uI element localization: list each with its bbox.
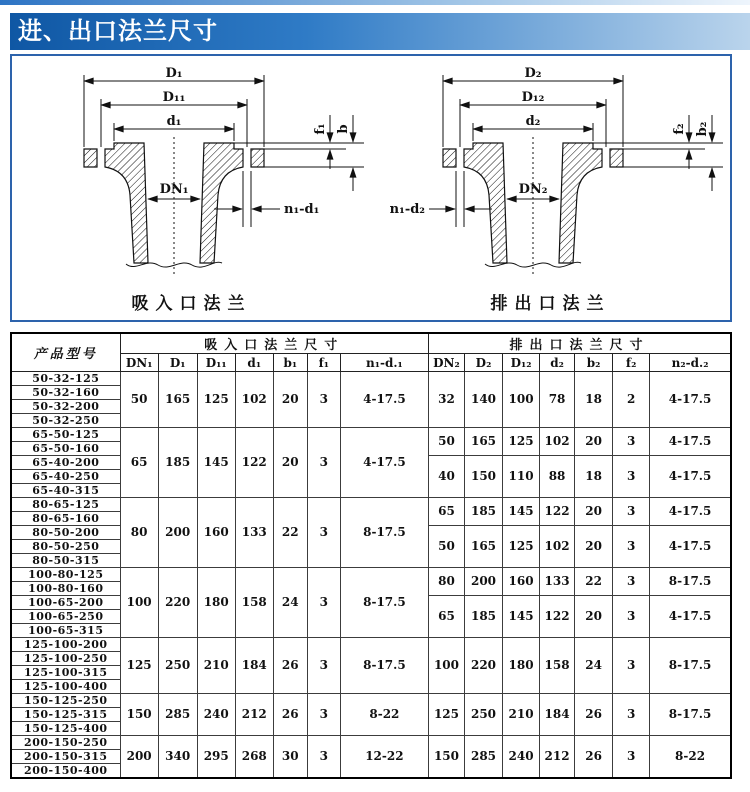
col-header-d2-low: d₂ xyxy=(540,354,575,372)
model-cell: 100-65-250 xyxy=(11,610,120,624)
flange-cross-section xyxy=(443,137,623,277)
model-cell: 65-50-125 xyxy=(11,428,120,442)
col-header-b1: b₁ xyxy=(273,354,307,372)
discharge-value-cell: 50 xyxy=(428,526,464,568)
suction-value-cell: 3 xyxy=(307,372,340,428)
discharge-value-cell: 4-17.5 xyxy=(650,526,731,568)
suction-value-cell: 4-17.5 xyxy=(340,428,428,498)
col-header-d1-cap: D₁ xyxy=(158,354,197,372)
suction-value-cell: 145 xyxy=(197,428,235,498)
suction-value-cell: 12-22 xyxy=(340,736,428,779)
suction-flange-diagram xyxy=(12,60,371,320)
label-f2: f₂ xyxy=(671,123,687,135)
top-accent-strip xyxy=(0,0,750,5)
suction-value-cell: 3 xyxy=(307,638,340,694)
suction-value-cell: 8-22 xyxy=(340,694,428,736)
model-cell: 50-32-125 xyxy=(11,372,120,386)
discharge-value-cell: 158 xyxy=(540,638,575,694)
suction-value-cell: 3 xyxy=(307,736,340,779)
col-header-f2: f₂ xyxy=(613,354,650,372)
dimension-bore xyxy=(507,182,559,199)
table-row xyxy=(11,638,731,652)
discharge-value-cell: 40 xyxy=(428,456,464,498)
suction-value-cell: 220 xyxy=(158,568,197,638)
col-header-product-model: 产品型号 xyxy=(11,333,120,372)
dimension-bolt-holes xyxy=(389,171,491,227)
suction-value-cell: 125 xyxy=(197,372,235,428)
discharge-value-cell: 220 xyxy=(464,638,502,694)
col-header-dn1: DN₁ xyxy=(120,354,158,372)
discharge-value-cell: 145 xyxy=(503,498,540,526)
discharge-value-cell: 80 xyxy=(428,568,464,596)
discharge-value-cell: 20 xyxy=(575,596,613,638)
discharge-value-cell: 3 xyxy=(613,526,650,568)
dimension-face-dia xyxy=(114,114,234,141)
model-cell: 65-40-250 xyxy=(11,470,120,484)
suction-value-cell: 20 xyxy=(273,372,307,428)
discharge-value-cell: 8-17.5 xyxy=(650,638,731,694)
discharge-value-cell: 184 xyxy=(540,694,575,736)
discharge-flange-caption: 排出口法兰 xyxy=(490,294,611,314)
suction-value-cell: 8-17.5 xyxy=(340,498,428,568)
discharge-value-cell: 250 xyxy=(464,694,502,736)
page-title: 进、出口法兰尺寸 xyxy=(18,17,218,45)
discharge-value-cell: 50 xyxy=(428,428,464,456)
col-header-n1-d1: n₁-d.₁ xyxy=(340,354,428,372)
col-header-n2-d2: n₂-d.₂ xyxy=(650,354,731,372)
discharge-value-cell: 3 xyxy=(613,428,650,456)
dimension-thickness xyxy=(336,115,353,191)
table-row xyxy=(11,568,731,582)
discharge-value-cell: 32 xyxy=(428,372,464,428)
model-cell: 125-100-200 xyxy=(11,638,120,652)
discharge-value-cell: 8-17.5 xyxy=(650,568,731,596)
table-row xyxy=(11,694,731,708)
flange-dimensions-table xyxy=(10,332,732,779)
discharge-value-cell: 4-17.5 xyxy=(650,428,731,456)
discharge-value-cell: 3 xyxy=(613,736,650,779)
discharge-value-cell: 185 xyxy=(464,498,502,526)
col-header-dn2: DN₂ xyxy=(428,354,464,372)
table-row xyxy=(11,372,731,386)
col-header-suction-group: 吸入口法兰尺寸 xyxy=(120,333,428,354)
model-cell: 200-150-250 xyxy=(11,736,120,750)
col-header-b2: b₂ xyxy=(575,354,613,372)
suction-value-cell: 295 xyxy=(197,736,235,779)
flange-cross-section xyxy=(84,137,264,277)
discharge-value-cell: 102 xyxy=(540,526,575,568)
discharge-value-cell: 125 xyxy=(503,428,540,456)
suction-value-cell: 340 xyxy=(158,736,197,779)
discharge-flange-diagram xyxy=(371,60,730,320)
discharge-value-cell: 110 xyxy=(503,456,540,498)
model-cell: 150-125-400 xyxy=(11,722,120,736)
label-D2: D₂ xyxy=(524,66,541,81)
suction-value-cell: 200 xyxy=(120,736,158,779)
suction-value-cell: 165 xyxy=(158,372,197,428)
page-title-banner xyxy=(10,13,750,50)
dimension-face-height xyxy=(313,115,330,169)
suction-value-cell: 20 xyxy=(273,428,307,498)
col-header-d2-cap: D₂ xyxy=(464,354,502,372)
suction-value-cell: 133 xyxy=(235,498,273,568)
col-header-d12: D₁₂ xyxy=(503,354,540,372)
model-cell: 150-125-315 xyxy=(11,708,120,722)
suction-value-cell: 3 xyxy=(307,694,340,736)
discharge-value-cell: 185 xyxy=(464,596,502,638)
suction-value-cell: 3 xyxy=(307,428,340,498)
discharge-value-cell: 26 xyxy=(575,736,613,779)
discharge-value-cell: 150 xyxy=(428,736,464,779)
discharge-value-cell: 24 xyxy=(575,638,613,694)
discharge-value-cell: 160 xyxy=(503,568,540,596)
flange-diagrams-panel xyxy=(10,54,732,322)
label-n1-d1: n₁-d₁ xyxy=(283,202,319,217)
discharge-value-cell: 140 xyxy=(464,372,502,428)
discharge-value-cell: 165 xyxy=(464,428,502,456)
model-cell: 100-80-160 xyxy=(11,582,120,596)
discharge-value-cell: 145 xyxy=(503,596,540,638)
discharge-value-cell: 133 xyxy=(540,568,575,596)
discharge-value-cell: 3 xyxy=(613,456,650,498)
suction-value-cell: 180 xyxy=(197,568,235,638)
suction-value-cell: 250 xyxy=(158,638,197,694)
label-n1-d2: n₁-d₂ xyxy=(389,202,425,217)
suction-value-cell: 8-17.5 xyxy=(340,568,428,638)
label-f1: f₁ xyxy=(312,123,328,135)
suction-value-cell: 3 xyxy=(307,498,340,568)
discharge-value-cell: 26 xyxy=(575,694,613,736)
model-cell: 80-50-200 xyxy=(11,526,120,540)
model-cell: 150-125-250 xyxy=(11,694,120,708)
flange-table-body xyxy=(11,372,731,779)
suction-value-cell: 122 xyxy=(235,428,273,498)
label-D11: D₁₁ xyxy=(162,90,185,105)
model-cell: 100-80-125 xyxy=(11,568,120,582)
model-cell: 50-32-160 xyxy=(11,386,120,400)
table-row xyxy=(11,736,731,750)
label-D1: D₁ xyxy=(165,66,182,81)
discharge-value-cell: 8-22 xyxy=(650,736,731,779)
discharge-value-cell: 125 xyxy=(503,526,540,568)
discharge-value-cell: 2 xyxy=(613,372,650,428)
label-b2: b₂ xyxy=(694,121,710,137)
label-D12: D₁₂ xyxy=(521,90,544,105)
discharge-value-cell: 122 xyxy=(540,498,575,526)
suction-value-cell: 268 xyxy=(235,736,273,779)
model-cell: 125-100-315 xyxy=(11,666,120,680)
label-b: b xyxy=(335,124,351,134)
discharge-value-cell: 18 xyxy=(575,456,613,498)
suction-value-cell: 150 xyxy=(120,694,158,736)
discharge-value-cell: 180 xyxy=(503,638,540,694)
discharge-value-cell: 212 xyxy=(540,736,575,779)
discharge-value-cell: 18 xyxy=(575,372,613,428)
discharge-value-cell: 100 xyxy=(503,372,540,428)
discharge-value-cell: 88 xyxy=(540,456,575,498)
model-cell: 65-40-200 xyxy=(11,456,120,470)
discharge-value-cell: 3 xyxy=(613,568,650,596)
discharge-value-cell: 65 xyxy=(428,596,464,638)
dimension-face-height xyxy=(672,115,689,169)
label-DN1: DN₁ xyxy=(159,182,188,197)
suction-value-cell: 26 xyxy=(273,638,307,694)
dimension-bore xyxy=(148,182,200,199)
model-cell: 125-100-400 xyxy=(11,680,120,694)
discharge-value-cell: 100 xyxy=(428,638,464,694)
discharge-value-cell: 285 xyxy=(464,736,502,779)
discharge-value-cell: 20 xyxy=(575,498,613,526)
suction-value-cell: 26 xyxy=(273,694,307,736)
model-cell: 125-100-250 xyxy=(11,652,120,666)
suction-value-cell: 3 xyxy=(307,568,340,638)
discharge-value-cell: 165 xyxy=(464,526,502,568)
discharge-value-cell: 20 xyxy=(575,526,613,568)
discharge-value-cell: 102 xyxy=(540,428,575,456)
discharge-value-cell: 4-17.5 xyxy=(650,498,731,526)
discharge-value-cell: 3 xyxy=(613,694,650,736)
dimension-thickness xyxy=(695,115,712,191)
col-header-d11: D₁₁ xyxy=(197,354,235,372)
model-cell: 50-32-200 xyxy=(11,400,120,414)
discharge-value-cell: 122 xyxy=(540,596,575,638)
suction-value-cell: 24 xyxy=(273,568,307,638)
label-d1: d₁ xyxy=(166,114,181,129)
discharge-value-cell: 20 xyxy=(575,428,613,456)
suction-value-cell: 30 xyxy=(273,736,307,779)
suction-value-cell: 80 xyxy=(120,498,158,568)
discharge-value-cell: 4-17.5 xyxy=(650,456,731,498)
label-DN2: DN₂ xyxy=(518,182,547,197)
col-header-discharge-group: 排出口法兰尺寸 xyxy=(428,333,731,354)
model-cell: 80-65-160 xyxy=(11,512,120,526)
discharge-value-cell: 200 xyxy=(464,568,502,596)
suction-value-cell: 158 xyxy=(235,568,273,638)
discharge-value-cell: 3 xyxy=(613,638,650,694)
model-cell: 65-50-160 xyxy=(11,442,120,456)
model-cell: 50-32-250 xyxy=(11,414,120,428)
discharge-value-cell: 3 xyxy=(613,498,650,526)
model-cell: 200-150-315 xyxy=(11,750,120,764)
suction-value-cell: 22 xyxy=(273,498,307,568)
suction-value-cell: 210 xyxy=(197,638,235,694)
suction-value-cell: 65 xyxy=(120,428,158,498)
suction-flange-caption: 吸入口法兰 xyxy=(131,294,252,314)
discharge-value-cell: 240 xyxy=(503,736,540,779)
label-d2: d₂ xyxy=(525,114,540,129)
suction-flange-drawing xyxy=(14,60,370,288)
model-cell: 200-150-400 xyxy=(11,764,120,779)
suction-value-cell: 212 xyxy=(235,694,273,736)
model-cell: 80-65-125 xyxy=(11,498,120,512)
suction-value-cell: 240 xyxy=(197,694,235,736)
suction-value-cell: 125 xyxy=(120,638,158,694)
suction-value-cell: 4-17.5 xyxy=(340,372,428,428)
discharge-value-cell: 65 xyxy=(428,498,464,526)
model-cell: 80-50-250 xyxy=(11,540,120,554)
discharge-value-cell: 4-17.5 xyxy=(650,596,731,638)
discharge-flange-drawing xyxy=(373,60,729,288)
discharge-value-cell: 210 xyxy=(503,694,540,736)
model-cell: 80-50-315 xyxy=(11,554,120,568)
discharge-value-cell: 125 xyxy=(428,694,464,736)
discharge-value-cell: 22 xyxy=(575,568,613,596)
suction-value-cell: 102 xyxy=(235,372,273,428)
col-header-d1-low: d₁ xyxy=(235,354,273,372)
discharge-value-cell: 78 xyxy=(540,372,575,428)
discharge-value-cell: 3 xyxy=(613,596,650,638)
dimension-face-dia xyxy=(473,114,593,141)
model-cell: 100-65-200 xyxy=(11,596,120,610)
suction-value-cell: 50 xyxy=(120,372,158,428)
suction-value-cell: 184 xyxy=(235,638,273,694)
suction-value-cell: 200 xyxy=(158,498,197,568)
suction-value-cell: 100 xyxy=(120,568,158,638)
table-row xyxy=(11,428,731,442)
discharge-value-cell: 8-17.5 xyxy=(650,694,731,736)
dimension-outer-dia xyxy=(443,66,623,147)
dimension-bolt-holes xyxy=(214,171,319,227)
model-cell: 65-40-315 xyxy=(11,484,120,498)
discharge-value-cell: 150 xyxy=(464,456,502,498)
discharge-value-cell: 4-17.5 xyxy=(650,372,731,428)
model-cell: 100-65-315 xyxy=(11,624,120,638)
dimension-outer-dia xyxy=(84,66,264,147)
table-row xyxy=(11,498,731,512)
suction-value-cell: 285 xyxy=(158,694,197,736)
suction-value-cell: 185 xyxy=(158,428,197,498)
suction-value-cell: 8-17.5 xyxy=(340,638,428,694)
col-header-f1: f₁ xyxy=(307,354,340,372)
suction-value-cell: 160 xyxy=(197,498,235,568)
